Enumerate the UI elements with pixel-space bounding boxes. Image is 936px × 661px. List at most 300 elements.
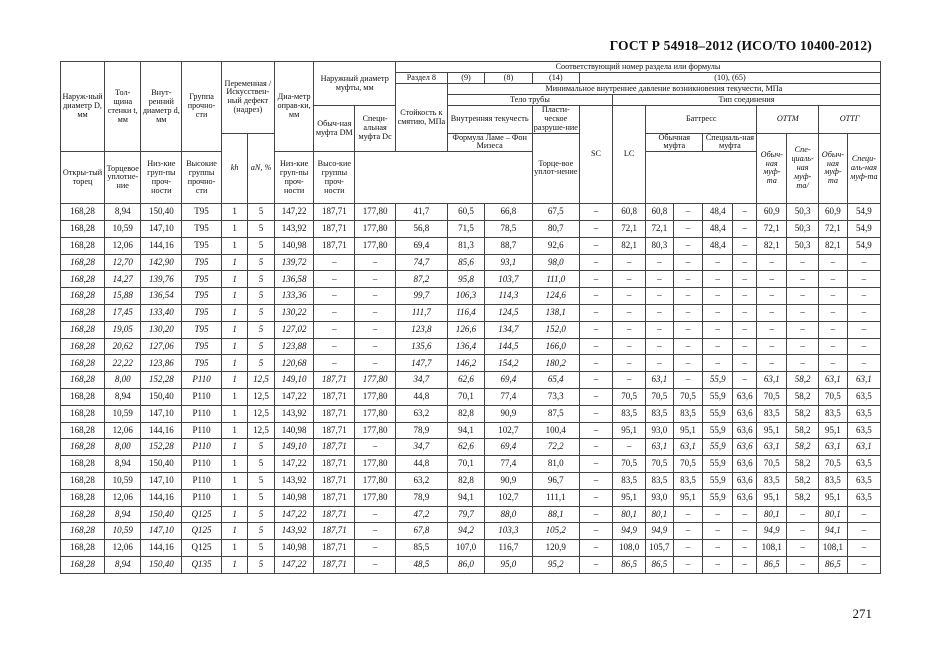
table-cell: – (703, 321, 733, 338)
table-cell: 63,6 (733, 489, 757, 506)
table-cell: 168,28 (61, 338, 105, 355)
table-cell: 127,02 (274, 321, 314, 338)
table-cell: 1 (221, 405, 247, 422)
table-cell: – (819, 254, 848, 271)
table-row (61, 271, 881, 288)
table-cell: 12,5 (248, 372, 274, 389)
table-cell: – (733, 557, 757, 574)
table-cell: 5 (248, 288, 274, 305)
table-cell: 55,9 (703, 405, 733, 422)
table-cell: 55,9 (703, 439, 733, 456)
table-cell: 86,5 (757, 557, 787, 574)
col-header-dc: Специ-альная муфта Dc (355, 106, 396, 152)
table-cell: 77,4 (485, 389, 532, 406)
table-cell: 12,5 (248, 389, 274, 406)
table-cell: 5 (248, 456, 274, 473)
col-header-regular: Обычная муфта (646, 133, 703, 152)
table-cell: 70,5 (613, 389, 646, 406)
table-cell: 1 (221, 523, 247, 540)
table-cell: 1 (221, 506, 247, 523)
table-cell: – (646, 355, 674, 372)
table-cell: – (579, 489, 612, 506)
table-cell: 70,5 (673, 389, 703, 406)
col-header-open: Откры-тый торец (61, 152, 105, 204)
table-cell: 187,71 (314, 372, 355, 389)
table-cell: 67,5 (532, 204, 579, 221)
table-cell: – (819, 338, 848, 355)
table-cell: 147,10 (141, 405, 182, 422)
table-cell: 73,3 (532, 389, 579, 406)
table-row (61, 456, 881, 473)
table-cell: 58,2 (787, 405, 819, 422)
col-header-inner-yield: Внутренняя текучесть (447, 106, 532, 134)
table-cell: 66,8 (485, 204, 532, 221)
table-cell: 123,88 (274, 338, 314, 355)
table-cell: – (787, 288, 819, 305)
table-row (61, 405, 881, 422)
table-cell: 139,72 (274, 254, 314, 271)
table-cell: – (757, 271, 787, 288)
table-cell: – (703, 557, 733, 574)
table-cell: – (703, 506, 733, 523)
table-cell: 147,10 (141, 473, 182, 490)
table-cell: 83,5 (646, 405, 674, 422)
table-cell: 1 (221, 439, 247, 456)
table-cell: 10,59 (105, 473, 141, 490)
table-cell: 63,5 (847, 422, 880, 439)
table-cell: 8,94 (105, 389, 141, 406)
table-cell: – (703, 355, 733, 372)
table-cell: 63,2 (395, 405, 447, 422)
table-cell: – (646, 271, 674, 288)
table-cell: 180,2 (532, 355, 579, 372)
table-cell: 144,5 (485, 338, 532, 355)
col-header-kh: kh (221, 133, 247, 204)
table-cell: 62,6 (447, 439, 484, 456)
table-cell: 80,1 (757, 506, 787, 523)
table-cell: 140,98 (274, 422, 314, 439)
table-cell: – (673, 321, 703, 338)
table-cell: – (673, 221, 703, 238)
table-cell: 150,40 (141, 506, 182, 523)
table-cell: 1 (221, 254, 247, 271)
table-cell: – (673, 305, 703, 322)
table-cell: 168,28 (61, 288, 105, 305)
table-cell: 187,71 (314, 204, 355, 221)
table-cell: 177,80 (355, 221, 396, 238)
table-cell: – (757, 288, 787, 305)
table-cell: 105,7 (646, 540, 674, 557)
table-cell: 5 (248, 271, 274, 288)
table-cell: 177,80 (355, 473, 396, 490)
table-cell: 93,0 (646, 422, 674, 439)
table-cell: 108,1 (757, 540, 787, 557)
table-cell: 98,0 (532, 254, 579, 271)
table-cell: 58,2 (787, 473, 819, 490)
table-cell: 187,71 (314, 489, 355, 506)
table-cell: P110 (182, 389, 222, 406)
table-cell: – (579, 372, 612, 389)
col-header-coupling-od: Наружный диаметр муфты, мм (314, 62, 396, 106)
table-cell: – (613, 271, 646, 288)
table-cell: 1 (221, 540, 247, 557)
table-cell: 107,0 (447, 540, 484, 557)
table-cell: – (579, 405, 612, 422)
table-cell: – (673, 338, 703, 355)
table-cell: T95 (182, 221, 222, 238)
table-cell: 177,80 (355, 237, 396, 254)
table-cell: 95,1 (819, 422, 848, 439)
table-cell: 63,6 (733, 473, 757, 490)
page-number: 271 (852, 606, 872, 621)
table-cell: 177,80 (355, 489, 396, 506)
table-cell: 111,7 (395, 305, 447, 322)
table-cell: 1 (221, 221, 247, 238)
col-header-lc: LC (613, 106, 646, 204)
table-cell: – (579, 439, 612, 456)
table-cell: 147,22 (274, 389, 314, 406)
col-header-pipe-body: Тело трубы (447, 95, 612, 106)
table-cell: 14,27 (105, 271, 141, 288)
table-cell: 1 (221, 237, 247, 254)
table-cell: – (733, 506, 757, 523)
table-cell: – (703, 271, 733, 288)
table-cell: 5 (248, 506, 274, 523)
table-cell: 168,28 (61, 305, 105, 322)
col-header-ottg-special: Специ-аль-ная муф-та (847, 133, 880, 204)
table-cell: 60,5 (447, 204, 484, 221)
table-cell: 100,4 (532, 422, 579, 439)
table-cell: 136,58 (274, 271, 314, 288)
table-cell: 150,40 (141, 389, 182, 406)
table-cell: 65,4 (532, 372, 579, 389)
table-cell: 99,7 (395, 288, 447, 305)
table-cell: 177,80 (355, 422, 396, 439)
table-cell: 120,9 (532, 540, 579, 557)
table-cell: 103,7 (485, 271, 532, 288)
table-cell: – (733, 271, 757, 288)
table-cell: – (355, 288, 396, 305)
col-header-diameter: Наруж-ный диаметр D, мм (61, 62, 105, 152)
col-header-ottm-regular: Обыч-ная муф-та (757, 133, 787, 204)
table-cell: 168,28 (61, 221, 105, 238)
table-cell: 5 (248, 321, 274, 338)
table-cell: 83,5 (646, 473, 674, 490)
table-cell: – (673, 254, 703, 271)
table-cell: 144,16 (141, 422, 182, 439)
table-cell: – (355, 338, 396, 355)
table-cell: 168,28 (61, 389, 105, 406)
table-cell: T95 (182, 338, 222, 355)
table-cell: – (579, 254, 612, 271)
table-cell: 8,94 (105, 506, 141, 523)
table-cell: – (847, 288, 880, 305)
table-cell: – (673, 557, 703, 574)
table-row (61, 254, 881, 271)
table-cell: 94,9 (646, 523, 674, 540)
table-cell: – (757, 355, 787, 372)
table-cell: 143,92 (274, 523, 314, 540)
table-cell: 1 (221, 372, 247, 389)
table-cell: 126,6 (447, 321, 484, 338)
table-cell: 12,06 (105, 489, 141, 506)
table-cell: – (847, 540, 880, 557)
col-header-closed: Торцевое уплотне-ние (105, 152, 141, 204)
table-cell: 60,9 (819, 204, 848, 221)
table-cell: – (314, 321, 355, 338)
table-cell: 88,7 (485, 237, 532, 254)
table-cell: 82,1 (819, 237, 848, 254)
table-cell: 168,28 (61, 204, 105, 221)
table-cell: – (703, 338, 733, 355)
table-cell: 63,5 (847, 489, 880, 506)
table-cell: 83,5 (613, 473, 646, 490)
table-cell: 152,0 (532, 321, 579, 338)
table-cell: 168,28 (61, 237, 105, 254)
table-cell: – (579, 557, 612, 574)
table-cell: 55,9 (703, 489, 733, 506)
table-cell: 81,0 (532, 456, 579, 473)
table-cell: 166,0 (532, 338, 579, 355)
table-cell: – (355, 439, 396, 456)
table-cell: 187,71 (314, 389, 355, 406)
table-cell: T95 (182, 204, 222, 221)
table-cell: T95 (182, 305, 222, 322)
table-cell: – (646, 254, 674, 271)
table-cell: 5 (248, 305, 274, 322)
table-cell: 103,3 (485, 523, 532, 540)
table-cell: 34,7 (395, 439, 447, 456)
table-cell: – (613, 254, 646, 271)
table-cell: 5 (248, 221, 274, 238)
table-cell: 80,7 (532, 221, 579, 238)
table-cell: 85,5 (395, 540, 447, 557)
table-cell: – (757, 305, 787, 322)
table-cell: 69,4 (485, 439, 532, 456)
table-cell: 5 (248, 254, 274, 271)
table-cell: – (579, 422, 612, 439)
table-row (61, 489, 881, 506)
table-cell: 94,1 (447, 489, 484, 506)
table-cell: 86,0 (447, 557, 484, 574)
table-cell: – (733, 254, 757, 271)
table-cell: 133,36 (274, 288, 314, 305)
table-cell: – (847, 506, 880, 523)
table-cell: 70,5 (646, 389, 674, 406)
table-cell: 168,28 (61, 321, 105, 338)
table-cell: 12,06 (105, 237, 141, 254)
table-cell: 187,71 (314, 237, 355, 254)
table-cell: – (787, 355, 819, 372)
table-cell: – (646, 305, 674, 322)
col-header-ottm-special: Спе-циаль-ная муф-та/ (787, 133, 819, 204)
table-cell: – (579, 523, 612, 540)
table-cell: – (579, 389, 612, 406)
table-cell: 60,8 (613, 204, 646, 221)
table-cell: – (733, 204, 757, 221)
table-cell: 58,2 (787, 372, 819, 389)
table-cell: 1 (221, 321, 247, 338)
table-cell: 48,5 (395, 557, 447, 574)
table-cell: 8,00 (105, 372, 141, 389)
table-cell: 94,1 (819, 523, 848, 540)
table-cell: 1 (221, 355, 247, 372)
table-cell: 147,22 (274, 506, 314, 523)
col-header-lame: Формула Ламе – Фон Мизеса (447, 133, 532, 152)
table-cell: – (733, 305, 757, 322)
table-cell: P110 (182, 372, 222, 389)
table-row (61, 204, 881, 221)
table-cell: Q125 (182, 523, 222, 540)
table-row (61, 237, 881, 254)
table-cell: – (847, 557, 880, 574)
table-cell: 123,86 (141, 355, 182, 372)
table-cell: 136,4 (447, 338, 484, 355)
table-cell: 120,68 (274, 355, 314, 372)
table-cell: – (847, 254, 880, 271)
table-cell: 72,1 (646, 221, 674, 238)
table-cell: 82,1 (613, 237, 646, 254)
table-cell: 152,28 (141, 439, 182, 456)
table-row (61, 473, 881, 490)
table-cell: 63,5 (847, 456, 880, 473)
table-cell: 105,2 (532, 523, 579, 540)
table-cell: 187,71 (314, 557, 355, 574)
table-cell: – (579, 355, 612, 372)
table-cell: 63,1 (757, 439, 787, 456)
table-cell: 5 (248, 473, 274, 490)
table-cell: 58,2 (787, 489, 819, 506)
table-cell: – (757, 321, 787, 338)
table-cell: – (355, 321, 396, 338)
table-cell: 1 (221, 288, 247, 305)
table-cell: 63,1 (673, 439, 703, 456)
table-cell: 63,5 (847, 405, 880, 422)
table-cell: 5 (248, 557, 274, 574)
table-cell: 127,06 (141, 338, 182, 355)
table-cell: 54,9 (847, 237, 880, 254)
table-cell: 147,22 (274, 204, 314, 221)
table-cell: – (673, 288, 703, 305)
col-header-f9: (9) (447, 73, 484, 84)
table-row (61, 439, 881, 456)
table-cell: – (787, 271, 819, 288)
table-cell: 48,4 (703, 237, 733, 254)
table-cell: – (613, 305, 646, 322)
table-cell: 168,28 (61, 523, 105, 540)
page-header-standard-id: ГОСТ Р 54918–2012 (ИСО/ТО 10400-2012) (609, 38, 872, 53)
table-cell: 10,59 (105, 405, 141, 422)
table-cell: 187,71 (314, 456, 355, 473)
table-cell: 8,00 (105, 439, 141, 456)
col-header-f8: (8) (485, 73, 532, 84)
col-header-ottg-regular: Обыч-ная муф-та (819, 133, 848, 204)
table-cell: 138,1 (532, 305, 579, 322)
table-cell: – (733, 523, 757, 540)
table-cell: 86,5 (646, 557, 674, 574)
table-cell: 95,1 (757, 422, 787, 439)
table-cell: 168,28 (61, 439, 105, 456)
table-cell: P110 (182, 405, 222, 422)
table-cell: 41,7 (395, 204, 447, 221)
table-cell: – (355, 355, 396, 372)
table-cell: – (314, 355, 355, 372)
table-cell: 134,7 (485, 321, 532, 338)
table-cell: – (355, 523, 396, 540)
table-cell: – (673, 204, 703, 221)
table-cell: Q125 (182, 540, 222, 557)
table-cell: – (787, 254, 819, 271)
table-cell: – (787, 540, 819, 557)
table-cell: – (579, 204, 612, 221)
table-cell: 55,9 (703, 456, 733, 473)
table-cell: 5 (248, 237, 274, 254)
table-cell: 80,1 (613, 506, 646, 523)
table-cell: 135,6 (395, 338, 447, 355)
table-cell: 83,5 (673, 405, 703, 422)
table-cell: – (355, 271, 396, 288)
table-cell: 78,5 (485, 221, 532, 238)
table-cell: 5 (248, 523, 274, 540)
table-cell: 147,22 (274, 557, 314, 574)
table-cell: – (703, 540, 733, 557)
table-cell: 1 (221, 422, 247, 439)
table-cell: 1 (221, 271, 247, 288)
table-cell: – (847, 305, 880, 322)
table-cell: – (579, 456, 612, 473)
table-cell: 5 (248, 355, 274, 372)
table-cell: 58,2 (787, 389, 819, 406)
col-header-strength-group: Группа прочно-сти (182, 62, 222, 152)
table-cell: – (579, 271, 612, 288)
table-cell: – (579, 540, 612, 557)
table-cell: 177,80 (355, 405, 396, 422)
table-cell: 34,7 (395, 372, 447, 389)
table-cell: 63,1 (646, 439, 674, 456)
table-row (61, 422, 881, 439)
table-cell: 150,40 (141, 204, 182, 221)
table-cell: – (733, 355, 757, 372)
table-cell: 55,9 (703, 389, 733, 406)
table-cell: 187,71 (314, 523, 355, 540)
table-cell: 143,92 (274, 473, 314, 490)
table-cell: – (579, 221, 612, 238)
table-cell: 60,9 (757, 204, 787, 221)
table-cell: 144,16 (141, 237, 182, 254)
col-header-defect: Переменная /Искусствен-ный дефект (надрез) (221, 62, 274, 134)
table-cell: 93,0 (646, 489, 674, 506)
table-cell: 140,98 (274, 237, 314, 254)
table-cell: – (613, 355, 646, 372)
table-cell: 83,5 (819, 405, 848, 422)
table-cell: – (733, 321, 757, 338)
table-cell: 1 (221, 473, 247, 490)
table-cell: P110 (182, 473, 222, 490)
table-cell: 149,10 (274, 372, 314, 389)
col-header-high1: Высокие группы прочно-сти (182, 152, 222, 204)
table-cell: 1 (221, 557, 247, 574)
table-cell: – (613, 439, 646, 456)
table-cell: 124,5 (485, 305, 532, 322)
table-cell: – (613, 338, 646, 355)
table-body (61, 204, 881, 574)
table-cell: 5 (248, 204, 274, 221)
col-header-inner-diameter: Внут-ренний диаметр d, мм (141, 62, 182, 152)
table-cell: 144,16 (141, 489, 182, 506)
table-cell: 124,6 (532, 288, 579, 305)
table-cell: 63,6 (733, 456, 757, 473)
table-cell: 92,6 (532, 237, 579, 254)
